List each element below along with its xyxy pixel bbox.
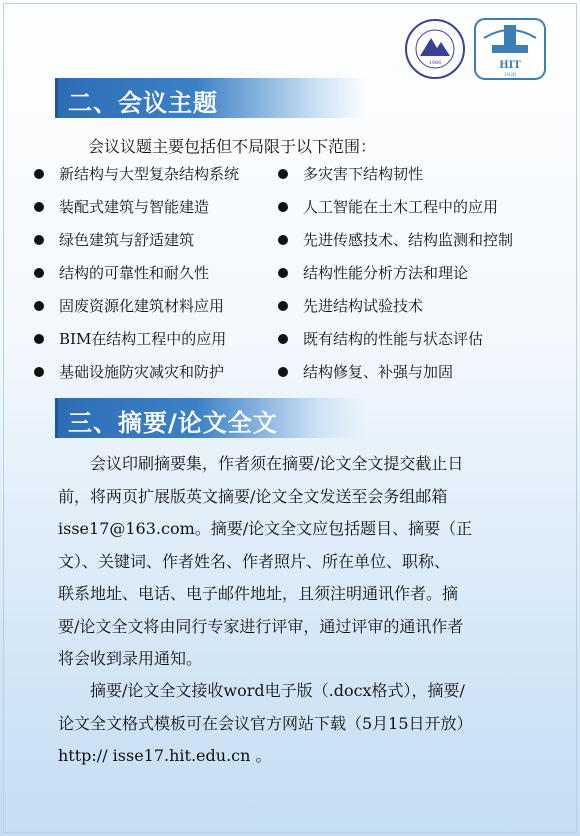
topic-item	[278, 163, 513, 196]
topic-label: 结构性能分析方法和理论	[303, 264, 469, 282]
topic-label: BIM在结构工程中的应用	[59, 330, 227, 348]
paragraph-line: 会议印刷摘要集，作者须在摘要/论文全文提交截止日	[58, 454, 464, 473]
topic-item	[34, 163, 239, 196]
paragraph-line: http:// isse17.hit.edu.cn 。	[58, 746, 272, 765]
topics-list-right	[278, 163, 513, 394]
topic-item	[34, 229, 239, 262]
paragraph-line: 要/论文全文将由同行专家进行评审，通过评审的通讯作者	[58, 616, 464, 636]
bullet-icon	[278, 235, 288, 245]
topic-item	[278, 229, 513, 262]
section-3-banner	[58, 398, 366, 438]
hit-logo	[474, 18, 546, 80]
topic-label: 结构修复、补强与加固	[303, 363, 454, 381]
topic-label: 基础设施防灾减灾和防护	[59, 363, 225, 381]
paragraph-line: 联系地址、电话、电子邮件地址，且须注明通讯作者。摘	[58, 584, 459, 603]
bullet-icon	[278, 169, 288, 179]
svg-text:HIT: HIT	[499, 60, 521, 71]
topic-label: 绿色建筑与舒适建筑	[59, 231, 195, 249]
bullet-icon	[278, 367, 288, 377]
bullet-icon	[34, 235, 44, 245]
topic-item	[34, 295, 239, 328]
bullet-icon	[278, 202, 288, 212]
bullet-icon	[34, 169, 44, 179]
bullet-icon	[34, 367, 44, 377]
submission-paragraph	[58, 448, 542, 676]
topic-label: 人工智能在土木工程中的应用	[303, 198, 499, 216]
topic-label: 新结构与大型复杂结构系统	[59, 165, 240, 183]
bullet-icon	[34, 334, 44, 344]
topic-item	[278, 262, 513, 295]
section-3-heading: 三、摘要/论文全文	[68, 409, 278, 437]
section-2-heading: 二、会议主题	[68, 89, 218, 117]
bullet-icon	[278, 301, 288, 311]
topic-item	[278, 295, 513, 328]
format-paragraph	[58, 675, 542, 773]
topic-label: 装配式建筑与智能建造	[59, 198, 210, 216]
svg-text:1920: 1920	[503, 72, 517, 78]
topic-label: 先进结构试验技术	[303, 297, 424, 315]
topic-label: 固废资源化建筑材料应用	[59, 297, 225, 315]
topic-label: 多灾害下结构韧性	[303, 165, 424, 183]
section-2-banner	[58, 78, 366, 118]
topics-list-left	[34, 163, 239, 394]
paragraph-line: 将会收到录用通知。	[58, 649, 203, 668]
bullet-icon	[34, 268, 44, 278]
topic-label: 结构的可靠性和耐久性	[59, 264, 210, 282]
paragraph-line: 论文全文格式模板可在会议官方网站下载（5月15日开放）	[58, 713, 473, 733]
paragraph-line: 文）、关键词、作者姓名、作者照片、所在单位、职称、	[58, 551, 451, 571]
svg-text:1986: 1986	[428, 60, 442, 66]
paragraph-line: isse17@163.com。摘要/论文全文应包括题目、摘要（正	[58, 519, 473, 538]
topic-label: 既有结构的性能与状态评估	[303, 330, 484, 348]
topic-label: 先进传感技术、结构监测和控制	[303, 231, 514, 249]
topic-item	[34, 262, 239, 295]
paragraph-line: 摘要/论文全文接收word电子版（.docx格式），摘要/	[58, 681, 465, 700]
topic-item	[278, 361, 513, 394]
bullet-icon	[34, 202, 44, 212]
bullet-icon	[34, 301, 44, 311]
nsfc-logo	[404, 18, 466, 80]
bullet-icon	[278, 334, 288, 344]
topic-item	[34, 361, 239, 394]
topic-item	[34, 328, 239, 361]
topics-intro: 会议议题主要包括但不局限于以下范围：	[88, 137, 377, 156]
topic-item	[278, 196, 513, 229]
topic-item	[278, 328, 513, 361]
topic-item	[34, 196, 239, 229]
paragraph-line: 前，将两页扩展版英文摘要/论文全文发送至会务组邮箱	[58, 486, 448, 506]
bullet-icon	[278, 268, 288, 278]
